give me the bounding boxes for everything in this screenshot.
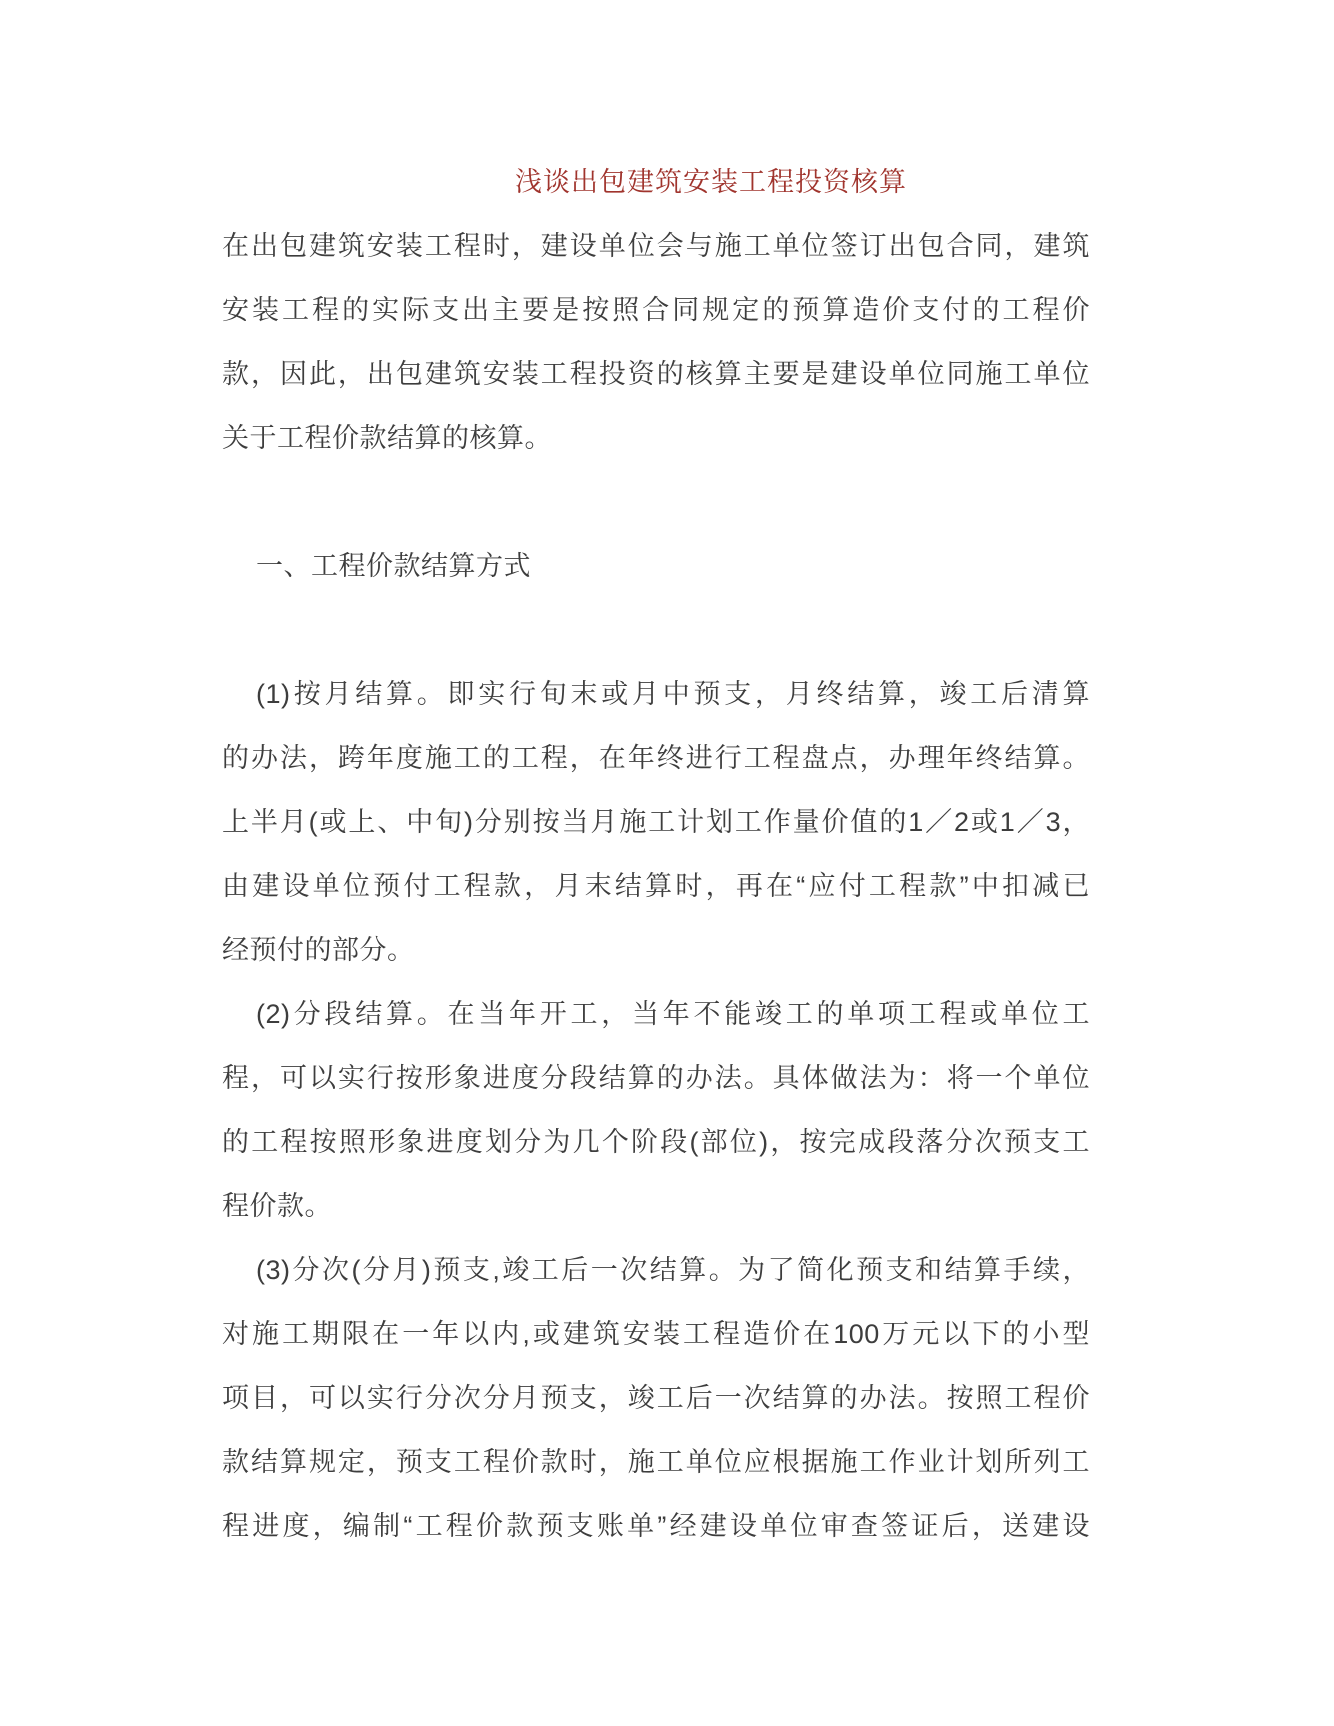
blank-line [222, 598, 1090, 662]
item2-line-4: 程价款。 [222, 1191, 332, 1221]
item2-line-1: (2)分段结算。在当年开工，当年不能竣工的单项工程或单位工 [256, 999, 1090, 1029]
item3-line-5: 程进度，编制“工程价款预支账单”经建设单位审查签证后，送建设 [222, 1511, 1090, 1541]
item1-line-4: 由建设单位预付工程款，月末结算时，再在“应付工程款”中扣减已 [222, 871, 1090, 901]
item3-line-1: (3)分次(分月)预支,竣工后一次结算。为了简化预支和结算手续， [256, 1255, 1090, 1285]
item1-line-3: 上半月(或上、中旬)分别按当月施工计划工作量价值的1／2或1／3， [222, 807, 1090, 837]
document-title: 浅谈出包建筑安装工程投资核算 [515, 167, 907, 197]
blank-line [222, 470, 1090, 534]
intro-line-3: 款，因此，出包建筑安装工程投资的核算主要是建设单位同施工单位 [222, 359, 1090, 389]
section-heading: 一、工程价款结算方式 [256, 551, 531, 581]
item3-line-4: 款结算规定，预支工程价款时，施工单位应根据施工作业计划所列工 [222, 1447, 1090, 1477]
intro-line-2: 安装工程的实际支出主要是按照合同规定的预算造价支付的工程价 [222, 295, 1090, 325]
item2-line-3: 的工程按照形象进度划分为几个阶段(部位)，按完成段落分次预支工 [222, 1127, 1090, 1157]
item1-line-5: 经预付的部分。 [222, 935, 415, 965]
item1-line-2: 的办法，跨年度施工的工程，在年终进行工程盘点，办理年终结算。 [222, 743, 1090, 773]
item2-line-2: 程，可以实行按形象进度分段结算的办法。具体做法为：将一个单位 [222, 1063, 1090, 1093]
intro-line-4: 关于工程价款结算的核算。 [222, 423, 552, 453]
item3-line-3: 项目，可以实行分次分月预支，竣工后一次结算的办法。按照工程价 [222, 1383, 1090, 1413]
document-content [222, 150, 1090, 1558]
intro-line-1: 在出包建筑安装工程时，建设单位会与施工单位签订出包合同，建筑 [222, 231, 1090, 261]
item1-line-1: (1)按月结算。即实行旬末或月中预支，月终结算，竣工后清算 [256, 679, 1090, 709]
item3-line-2: 对施工期限在一年以内,或建筑安装工程造价在100万元以下的小型 [222, 1319, 1090, 1349]
